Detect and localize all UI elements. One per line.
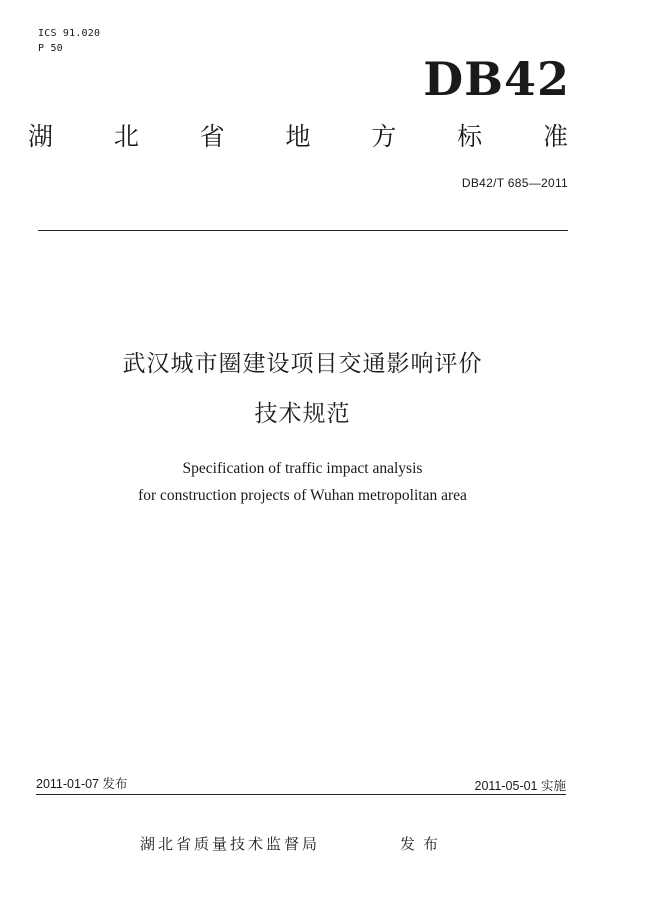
ccs-code: P 50 (38, 43, 63, 54)
title-chinese-line-1: 武汉城市圈建设项目交通影响评价 (122, 351, 483, 377)
standard-number: DB42/T 685—2011 (461, 176, 568, 190)
issue-date: 2011-01-07 发布 (36, 777, 128, 791)
publisher-name: 湖北省质量技术监督局 (140, 835, 321, 853)
standard-type-char: 方 (371, 122, 397, 151)
standard-type-char: 湖 (28, 122, 54, 151)
standard-type-char: 标 (457, 122, 483, 151)
standard-prefix-mark: DB42 (423, 52, 570, 106)
standard-type-char: 准 (542, 122, 568, 151)
publish-verb: 发布 (400, 835, 447, 853)
standard-type-char: 省 (199, 122, 225, 151)
title-english-line-1: Specification of traffic impact analysis (182, 460, 423, 477)
standard-type-char: 北 (113, 122, 139, 151)
footer-divider (36, 794, 566, 795)
title-english-line-2: for construction projects of Wuhan metropolitan area (138, 487, 467, 504)
standard-type-char: 地 (285, 122, 311, 151)
title-chinese-line-2: 技术规范 (254, 401, 351, 427)
implementation-date: 2011-05-01 实施 (474, 779, 566, 793)
standard-type-heading (28, 122, 568, 152)
classification-codes (38, 26, 100, 56)
header-divider (38, 230, 568, 231)
ics-code: ICS 91.020 (38, 28, 101, 39)
